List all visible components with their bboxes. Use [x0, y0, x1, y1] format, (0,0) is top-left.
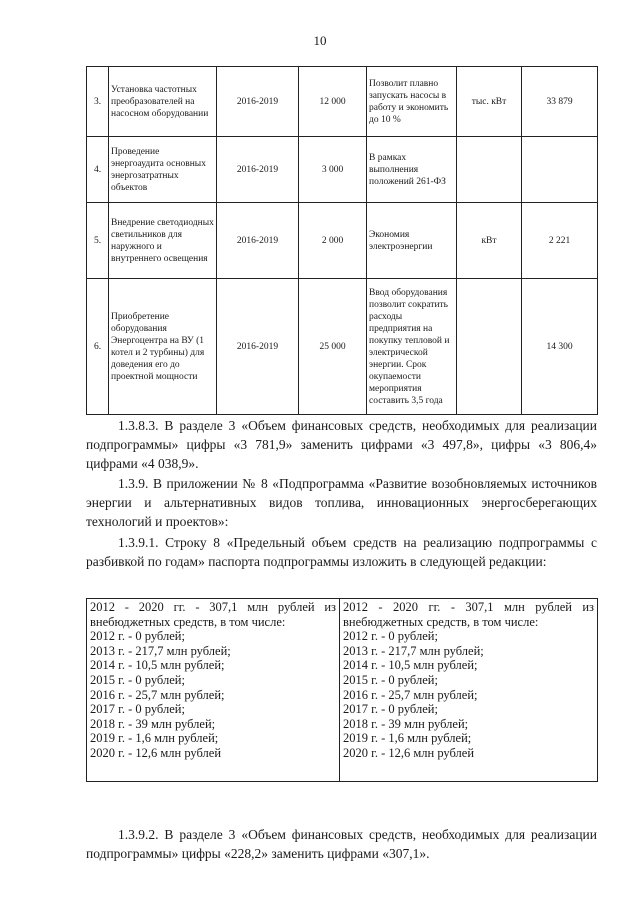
table-row: [87, 203, 598, 279]
funding-line: 2019 г. - 1,6 млн рублей;: [343, 731, 472, 746]
funding-line: 2019 г. - 1,6 млн рублей;: [90, 731, 219, 746]
measure-name: Приобретение оборудования Энергоцентра на ВУ (1 котел и 2 турбины) для доведения его до проектной мощности: [109, 279, 217, 415]
funding-line: 2013 г. - 217,7 млн рублей;: [343, 643, 484, 658]
measure-value: 14 300: [522, 279, 598, 415]
measure-period: 2016-2019: [217, 137, 299, 203]
row-number: 5.: [87, 203, 109, 279]
funding-new-cell: [340, 599, 598, 782]
measure-period: 2016-2019: [217, 279, 299, 415]
funding-line: 2014 г. - 10,5 млн рублей;: [90, 658, 225, 673]
funding-line: 2020 г. - 12,6 млн рублей: [90, 745, 222, 760]
measure-period: 2016-2019: [217, 203, 299, 279]
measures-table: [86, 66, 598, 415]
measure-unit: кВт: [457, 203, 522, 279]
funding-line: 2018 г. - 39 млн рублей;: [90, 716, 216, 731]
funding-line: 2015 г. - 0 рублей;: [90, 672, 185, 687]
measure-effect: Экономия электроэнергии: [367, 203, 457, 279]
measure-value: [522, 137, 598, 203]
table-row: [87, 67, 598, 137]
measure-unit: [457, 279, 522, 415]
funding-line: внебюджетных средств, в том числе:: [343, 614, 539, 629]
measure-value: 2 221: [522, 203, 598, 279]
funding-line: 2017 г. - 0 рублей;: [343, 702, 438, 717]
measure-effect: В рамках выполнения положений 261-ФЗ: [367, 137, 457, 203]
measure-unit: тыс. кВт: [457, 67, 522, 137]
measure-value: 33 879: [522, 67, 598, 137]
row-number: 3.: [87, 67, 109, 137]
funding-line: внебюджетных средств, в том числе:: [90, 614, 286, 629]
measure-amount: 12 000: [299, 67, 367, 137]
funding-line: 2016 г. - 25,7 млн рублей;: [90, 687, 225, 702]
funding-line: 2017 г. - 0 рублей;: [90, 702, 185, 717]
paragraph-1-3-9: 1.3.9. В приложении № 8 «Подпрограмма «Развитие возобновляемых источников энергии и альтернативных видов топлива, инновационных энергосберегающих технологий и проектов»:: [86, 476, 597, 529]
funding-line: 2014 г. - 10,5 млн рублей;: [343, 658, 478, 673]
funding-line: 2012 г. - 0 рублей;: [90, 629, 185, 644]
funding-line: 2018 г. - 39 млн рублей;: [343, 716, 469, 731]
funding-line: 2015 г. - 0 рублей;: [343, 672, 438, 687]
measure-unit: [457, 137, 522, 203]
row-number: 4.: [87, 137, 109, 203]
funding-line: 2012 г. - 0 рублей;: [343, 629, 438, 644]
funding-line: 2012 - 2020 гг. - 307,1 млн рублей из: [90, 600, 336, 614]
measure-name: Внедрение светодиодных светильников для наружного и внутреннего освещения: [109, 203, 217, 279]
measure-name: Проведение энергоаудита основных энергозатратных объектов: [109, 137, 217, 203]
page-number: 10: [313, 33, 327, 48]
measure-amount: 2 000: [299, 203, 367, 279]
funding-line: 2016 г. - 25,7 млн рублей;: [343, 687, 478, 702]
measure-effect: Ввод оборудования позволит сократить расходы предприятия на покупку тепловой и электрической энергии. Срок окупаемости мероприятия составить 3,5 года: [367, 279, 457, 415]
table-row: [87, 599, 598, 782]
measure-period: 2016-2019: [217, 67, 299, 137]
row-number: 6.: [87, 279, 109, 415]
measure-effect: Позволит плавно запускать насосы в работу и экономить до 10 %: [367, 67, 457, 137]
funding-line: 2020 г. - 12,6 млн рублей: [343, 745, 475, 760]
paragraph-1-3-9-1: 1.3.9.1. Строку 8 «Предельный объем средств на реализацию подпрограммы с разбивкой по годам» паспорта подпрограммы изложить в следующей редакции:: [86, 535, 597, 569]
funding-line: 2012 - 2020 гг. - 307,1 млн рублей из: [343, 600, 594, 614]
funding-table: [86, 598, 598, 782]
measure-amount: 25 000: [299, 279, 367, 415]
table-row: [87, 137, 598, 203]
measure-name: Установка частотных преобразователей на насосном оборудовании: [109, 67, 217, 137]
funding-old-cell: [87, 599, 340, 782]
measure-amount: 3 000: [299, 137, 367, 203]
table-row: [87, 279, 598, 415]
paragraph-1-3-9-2: 1.3.9.2. В разделе 3 «Объем финансовых средств, необходимых для реализации подпрограммы» цифры «228,2» заменить цифрами «307,1».: [86, 827, 597, 861]
funding-line: 2013 г. - 217,7 млн рублей;: [90, 643, 231, 658]
paragraph-1-3-8-3: 1.3.8.3. В разделе 3 «Объем финансовых средств, необходимых для реализации подпрограммы» цифры «3 781,9» заменить цифрами «3 497,8», цифры «3 806,4» цифрами «4 038,9».: [86, 418, 597, 471]
